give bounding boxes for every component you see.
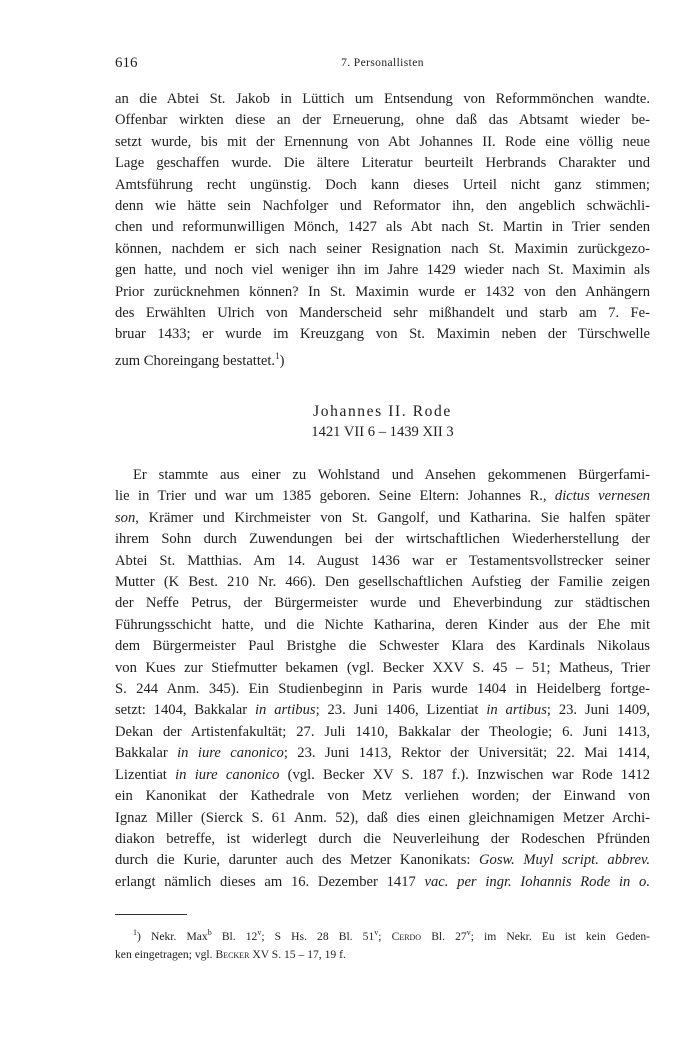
text-line: können, nachdem er sich nach seiner Resignation nach St. Maximin zurückgezo- [115,240,650,257]
footnote [115,924,650,964]
text-line: S. 244 Anm. 345). Ein Studienbeginn in Paris wurde 1404 in Heidelberg fortge- [115,681,650,698]
text-line: Lizentiat in iure canonico (vgl. Becker XV S. 187 f.). Inzwischen war Rode 1412 [115,766,650,783]
section-heading: Johannes II. Rode [313,403,452,420]
text-line: denn wie hätte sein Nachfolger und Reformator ihn, den angeblich schwächli- [115,198,650,215]
text-line: lie in Trier und war um 1385 geboren. Seine Eltern: Johannes R., dictus vernesen [115,488,650,505]
footnote-reference: 1 [275,350,280,361]
text-line: bruar 1433; er wurde im Kreuzgang von St. Maximin neben der Türschwelle [115,326,650,343]
text-line: diakon betreffe, ist widerlegt durch die Neuverleihung der Rodeschen Pfründen [115,830,650,847]
text-line: durch die Kurie, darunter auch des Metzer Kanonikats: Gosw. Muyl script. abbrev. [115,852,650,869]
text-line: Lage geschaffen wurde. Die ältere Literatur beurteilt Herbrands Charakter und [115,155,650,172]
text-line: setzt: 1404, Bakkalar in artibus; 23. Juni 1406, Lizentiat in artibus; 23. Juni 1409, [115,702,651,719]
footnote-marker: 1 [133,928,137,937]
text-line: dem Bürgermeister Paul Bristghe die Schwester Klara des Kardinals Nikolaus [115,638,650,655]
text-line: Führungsschicht hatte, und die Nichte Katharina, deren Kinder aus der Ehe mit [115,616,650,633]
italic-text: in artibus [486,702,547,719]
italic-text: vac. per ingr. Iohannis Rode in o. [424,873,650,890]
text-line: setzt wurde, bis mit der Ernennung von Abt Johannes II. Rode eine völlig neue [115,133,650,150]
running-head: 7. Personallisten [341,57,424,69]
italic-text: in iure canonico [175,766,280,783]
text-line: Amtsführung recht ungünstig. Doch kann dieses Urteil nicht ganz stimmen; [115,176,650,193]
text-fragment: zum Choreingang bestattet. [115,352,276,369]
text-line: Bakkalar in iure canonico; 23. Juni 1413, Rektor der Universität; 22. Mai 1414, [115,745,651,762]
italic-text: dictus vernesen [554,488,650,505]
italic-text: in artibus [254,702,316,719]
text-fragment: ) [279,352,285,369]
text-line: ein Kanonikat der Kathedrale von Metz verliehen worden; der Einwand von [115,788,650,805]
page-header [115,55,650,75]
text-line: der Neffe Petrus, der Bürgermeister wurde und Eheverbindung zur städtischen [115,595,650,612]
text-line: Abtei St. Matthias. Am 14. August 1436 war er Testamentsvollstrecker seiner [115,552,650,569]
text-line: von Kues zur Stiefmutter bekamen (vgl. Becker XXV S. 45 – 51; Matheus, Trier [115,659,650,676]
text-line: son, Krämer und Kirchmeister von St. Gangolf, und Katharina. Sie halfen später [115,509,650,526]
footnote-divider [115,914,187,915]
text-line: chen und reformunwilligen Mönch, 1427 als Abt nach St. Martin in Trier senden [115,219,650,236]
text-line: Mutter (K Best. 210 Nr. 466). Den gesellschaftlichen Aufstieg der Familie zeigen [115,574,650,591]
section-dates: 1421 VII 6 – 1439 XII 3 [311,424,454,440]
text-line: Prior zurücknehmen können? In St. Maximin wurde er 1432 von den Anhängern [115,283,650,300]
text-line: Dekan der Artistenfakultät; 27. Juli 1410, Bakkalar der Theologie; 6. Juni 1413, [115,723,650,740]
text-line: Ignaz Miller (Sierck S. 61 Anm. 52), daß dies einen gleichnamigen Metzer Archi- [115,809,650,826]
text-line: ihrem Sohn durch Zuwendungen bei der wirtschaftlichen Wiederherstellung der [115,531,650,548]
paragraph-herbrand-end [115,89,650,372]
text-line: gen hatte, und noch viel weniger ihn im Jahre 1429 wieder nach St. Maximin als [115,262,650,279]
page-number: 616 [115,55,138,71]
small-caps-text: Cerdo [391,929,422,943]
text-line [115,346,650,372]
italic-text: Gosw. Muyl script. abbrev. [479,852,650,869]
footnote-line: $^1$) Nekr. Max$^b$ Bl. 12$^v$; S Hs. 28 Bl. 51$^v$; Cerdo Bl. 27$^v$; im Nekr. Eu ist kein Geden- [133,928,651,943]
italic-text: son [115,509,136,526]
text-line: an die Abtei St. Jakob in Lüttich um Entsendung von Reformmönchen wandte. [115,91,650,107]
text-line: des Erwählten Ulrich von Manderscheid sehr mißhandelt und starb am 7. Fe- [115,305,650,322]
text-line: Offenbar wirkten diese an der Erneuerung, ohne daß das Abtsamt wieder be- [115,112,650,129]
italic-text: in iure canonico [177,745,284,762]
text-line: erlangt nämlich dieses am 16. Dezember 1417 vac. per ingr. Iohannis Rode in o. [115,873,650,890]
text-line: Er stammte aus einer zu Wohlstand und Ansehen gekommenen Bürgerfami- [133,467,650,483]
paragraph-rode [115,465,650,893]
footnote-line: ken eingetragen; vgl. Becker XV S. 15 – 17, 19 f. [115,947,346,961]
small-caps-text: Becker [215,947,250,961]
